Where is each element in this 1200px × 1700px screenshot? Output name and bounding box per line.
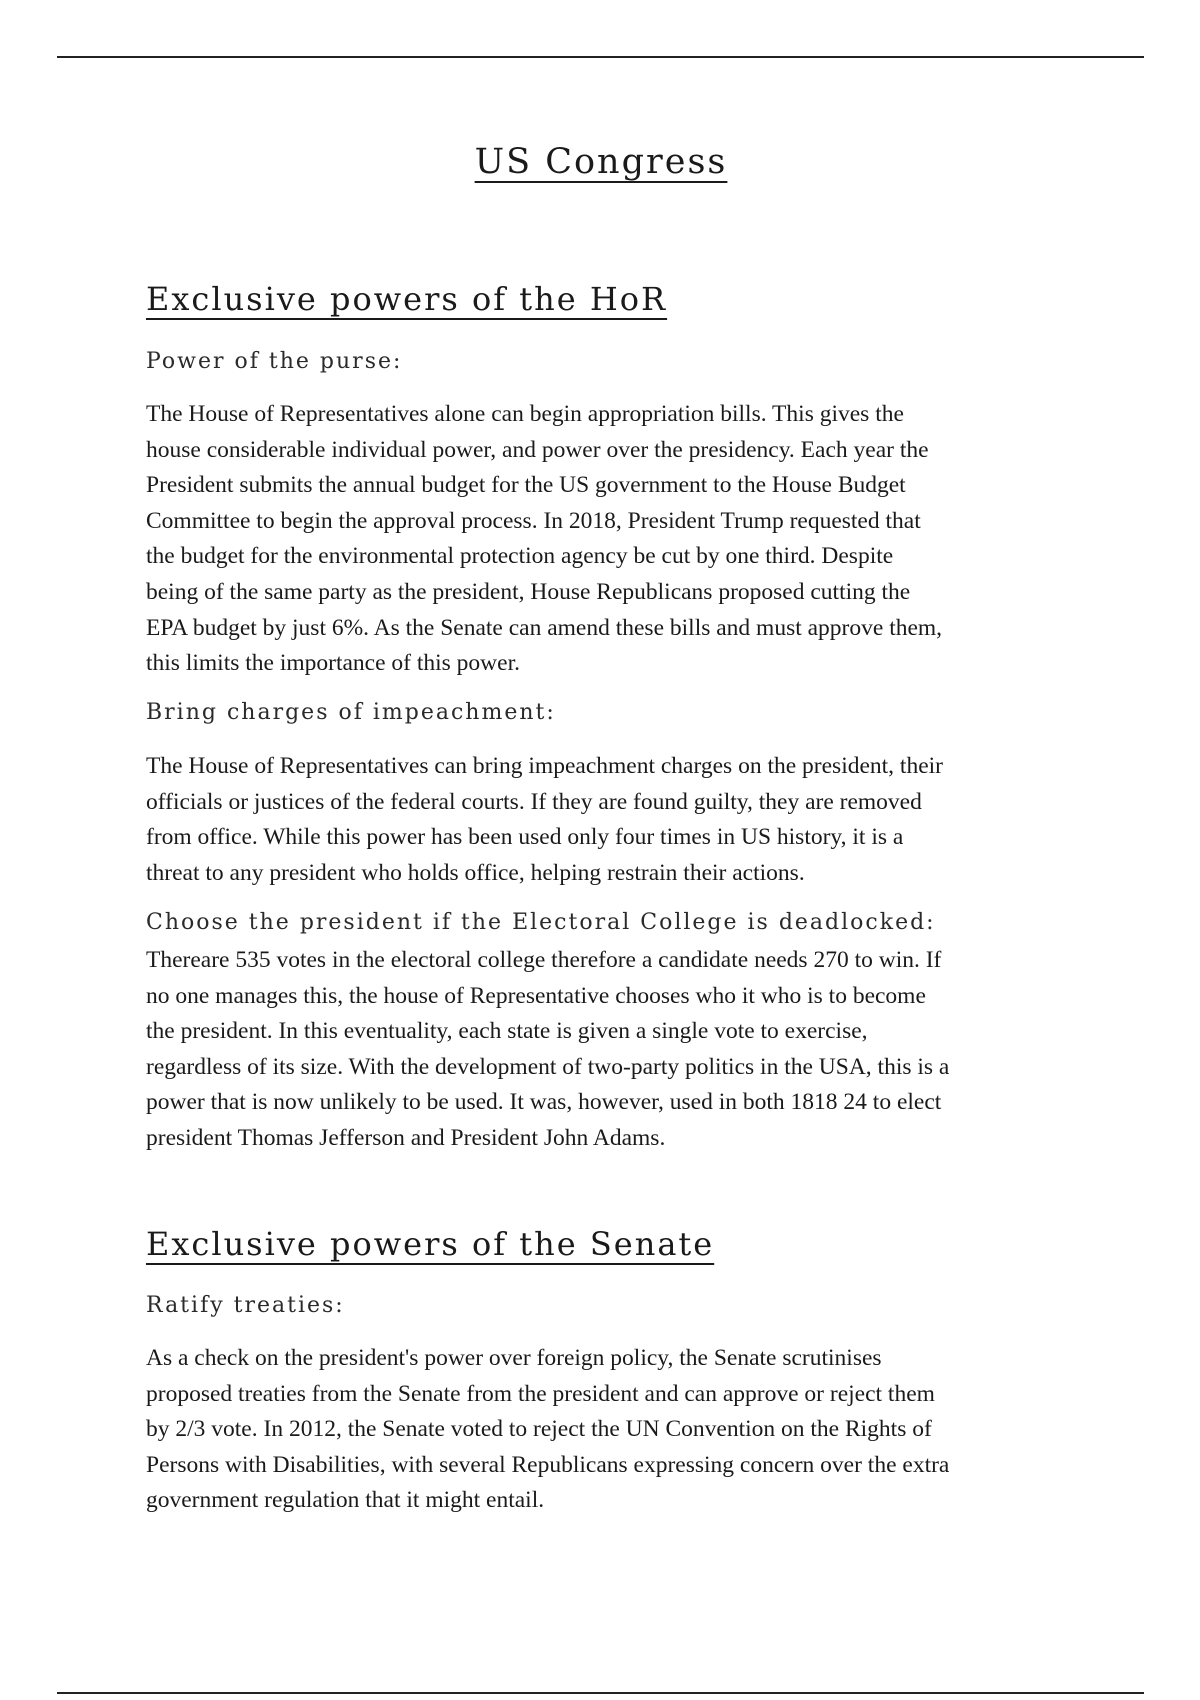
paragraph-ratify-treaties — [146, 1341, 1056, 1519]
text-line: EPA budget by just 6%. As the Senate can amend these bills and must approve them, — [146, 614, 943, 641]
text-line: president Thomas Jefferson and President John Adams. — [146, 1124, 666, 1151]
text-line: As a check on the president's power over foreign policy, the Senate scrutinises — [146, 1345, 882, 1371]
text-line: house considerable individual power, and power over the presidency. Each year the — [146, 436, 929, 463]
text-line: this limits the importance of this power. — [146, 650, 520, 677]
text-line: by 2/3 vote. In 2012, the Senate voted to reject the UN Convention on the Rights of — [146, 1416, 932, 1443]
text-line: from office. While this power has been used only four times in US history, it is a — [146, 824, 904, 851]
text-line: government regulation that it might entail. — [146, 1487, 545, 1514]
subheading-power-of-purse: Power of the purse: — [146, 349, 403, 374]
paragraph-impeachment — [146, 749, 1056, 891]
text-line: Thereare 535 votes in the electoral college therefore a candidate needs 270 to win. If — [146, 947, 942, 973]
text-line: threat to any president who holds office, helping restrain their actions. — [146, 859, 805, 886]
bottom-rule — [57, 1692, 1144, 1694]
text-line: the budget for the environmental protection agency be cut by one third. Despite — [146, 543, 894, 570]
text-line: Committee to begin the approval process. In 2018, President Trump requested that — [146, 507, 921, 534]
text-line: Persons with Disabilities, with several Republicans expressing concern over the extra — [146, 1451, 950, 1478]
subheading-ratify-treaties: Ratify treaties: — [146, 1293, 345, 1318]
text-line: The House of Representatives can bring impeachment charges on the president, their — [146, 753, 943, 779]
text-line: proposed treaties from the Senate from the president and can approve or reject them — [146, 1380, 935, 1407]
text-line: being of the same party as the president, House Republicans proposed cutting the — [146, 578, 911, 605]
text-line: no one manages this, the house of Representative chooses who it who is to become — [146, 982, 926, 1009]
text-line: President submits the annual budget for the US government to the House Budget — [146, 472, 906, 499]
text-line: The House of Representatives alone can begin appropriation bills. This gives the — [146, 401, 904, 427]
subheading-electoral-college: Choose the president if the Electoral College is deadlocked: — [146, 910, 936, 935]
page-title: US Congress — [474, 142, 728, 182]
section-heading-senate: Exclusive powers of the Senate — [146, 1225, 715, 1263]
text-line: officials or justices of the federal courts. If they are found guilty, they are removed — [146, 788, 922, 815]
paragraph-electoral-college — [146, 943, 1056, 1157]
top-rule — [57, 56, 1144, 58]
paragraph-power-of-purse — [146, 397, 1056, 682]
text-line: regardless of its size. With the development of two-party politics in the USA, this is a — [146, 1053, 950, 1080]
text-line: power that is now unlikely to be used. It was, however, used in both 1818 24 to elect — [146, 1089, 942, 1116]
subheading-impeachment: Bring charges of impeachment: — [146, 700, 556, 725]
text-line: the president. In this eventuality, each state is given a single vote to exercise, — [146, 1018, 868, 1045]
section-heading-hor: Exclusive powers of the HoR — [146, 280, 668, 318]
